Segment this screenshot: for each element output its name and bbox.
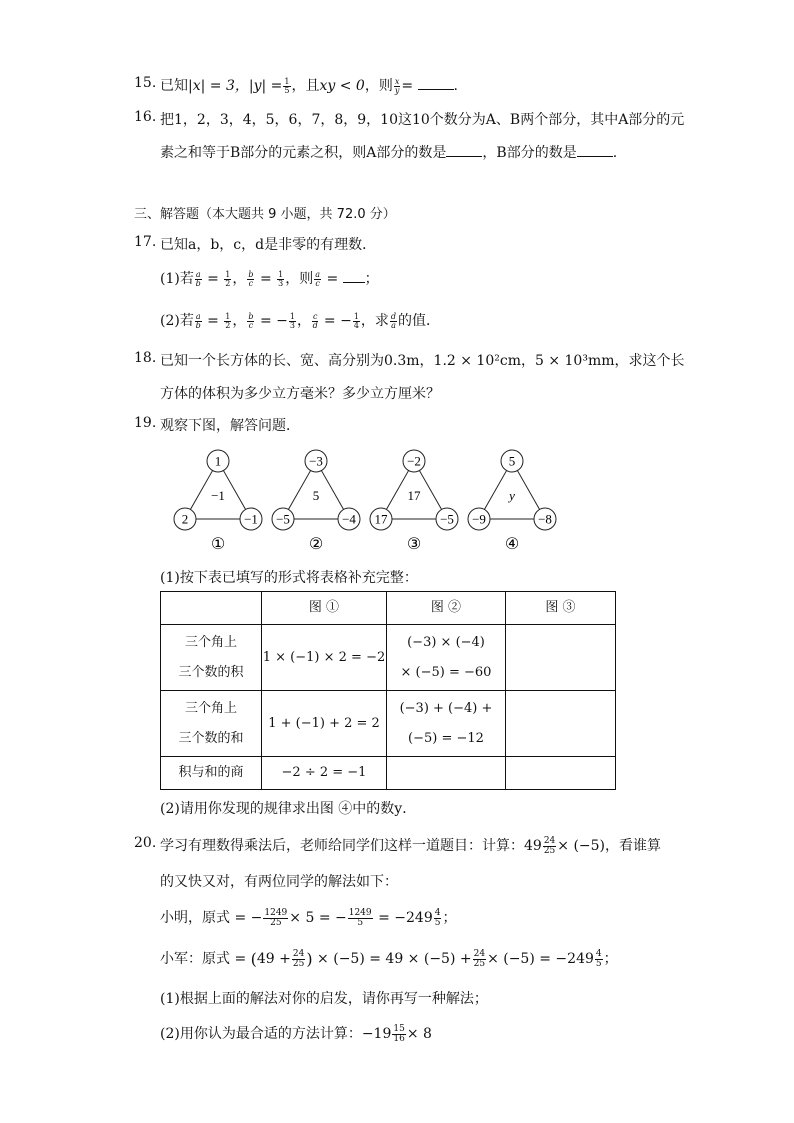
triangle-edge [288, 471, 310, 510]
q15-t1: 已知 [160, 78, 188, 94]
vertex-value-left: −5 [276, 511, 290, 527]
q20-frac-1249-25: $\frac{1249}{25}$ [264, 907, 288, 928]
q17-frac-half: $\frac{1}{2}$ [225, 269, 231, 288]
q20-frac-24-25b: $\frac{24}{25}$ [292, 948, 305, 969]
triangle-edge [484, 471, 506, 510]
q15-number: 15. [134, 75, 157, 91]
triangle-edge [517, 471, 539, 510]
vertex-value-right: −1 [244, 511, 258, 527]
table-header-fig3: 图 ③ [506, 592, 616, 625]
table-cell: 1 + (−1) + 2 = 2 [262, 691, 387, 757]
figure-label: ③ [406, 534, 422, 553]
q19-triangle-figures [160, 443, 560, 558]
triangle-figure-4 [468, 450, 556, 553]
q20-frac-1249-5: $\frac{1249}{5}$ [348, 907, 372, 928]
triangle-edge [386, 471, 408, 510]
q18-line2: 方体的体积为多少立方毫米？多少立方厘米？ [160, 386, 440, 402]
q19-part2: (2)请用你发现的规律求出图 ④中的数y． [160, 801, 417, 817]
q17-p2a: (2)若 [160, 313, 194, 329]
center-value: 5 [312, 488, 320, 503]
q16-line2b: ，B部分的数是 [482, 145, 577, 161]
q15-t5: . [453, 78, 458, 94]
q17-frac-third: $\frac{1}{3}$ [278, 269, 284, 288]
vertex-value-top: 5 [508, 453, 516, 469]
q18-number: 18. [134, 350, 157, 366]
q16-line2c: . [612, 145, 618, 161]
q20-xiaoming: 小明，原式 = − $\frac{1249}{25}$ × 5 = − $\frac{1249}{5}$ = −249 $\frac{4}{5}$ ； [160, 907, 457, 928]
center-value: −1 [211, 488, 225, 503]
table-cell-empty [387, 757, 506, 790]
q15-frac-y: $\frac{1}{5}$ [284, 76, 290, 95]
q17-p1b: ，则 [285, 271, 314, 287]
vertex-value-top: −3 [309, 453, 323, 469]
table-cell: (−3) + (−4) + (−5) = −12 [387, 691, 506, 757]
q20-line1b: × (−5)，看谁算 [557, 838, 662, 854]
q17-frac-bc2: $\frac{b}{c}$ [248, 311, 254, 330]
q15-t3: ，则 [364, 78, 393, 94]
q16-blank-b [577, 144, 613, 157]
q17-frac-ac: $\frac{a}{c}$ [315, 269, 320, 288]
q17-number: 17. [134, 234, 157, 250]
q17-frac-da: $\frac{d}{a}$ [390, 311, 397, 330]
q17-frac-bc: $\frac{b}{c}$ [248, 269, 254, 288]
table-row-label: 积与和的商 [161, 757, 262, 790]
q17-frac-negthird: $\frac{1}{3}$ [289, 311, 295, 330]
q15-text [160, 75, 458, 95]
q17-p1a: (1)若 [160, 271, 194, 287]
q19-number: 19. [134, 415, 157, 431]
q20-frac-4-5b: $\frac{4}{5}$ [595, 948, 602, 969]
table-header-fig2: 图 ② [387, 592, 506, 625]
q16-line2 [160, 142, 617, 162]
q17-frac-negquarter: $\frac{1}{4}$ [353, 311, 359, 330]
figure-label: ② [308, 534, 324, 553]
q15-answer-blank [418, 77, 454, 90]
q17-frac-ab: $\frac{a}{b}$ [195, 269, 201, 288]
q15-t2: ，且 [291, 78, 320, 94]
q17-frac-ab2: $\frac{a}{b}$ [195, 311, 201, 330]
table-header-fig1: 图 ① [262, 592, 387, 625]
q17-part2: (2)若 $\frac{a}{b}$ = $\frac{1}{2}$ ， $\frac{b}{c}$ = − $\frac{1}{3}$ ， $\frac{c}{d}$ = − $\frac{1}{4}$ ，求 $\frac{d}{a}$ 的值． [160, 311, 441, 330]
q15-abs-y: |y| = [248, 78, 283, 94]
q17-stem: 已知a，b，c，d是非零的有理数． [160, 237, 377, 253]
vertex-value-right: −4 [342, 511, 356, 527]
table-cell-empty [506, 691, 616, 757]
q16-blank-a [446, 144, 482, 157]
vertex-value-left: 2 [181, 511, 189, 527]
q17-frac-cd: $\frac{c}{d}$ [312, 311, 318, 330]
q20-line2: 的又快又对，有两位同学的解法如下： [160, 874, 398, 890]
vertex-value-top: 1 [214, 453, 222, 469]
table-cell-empty [506, 625, 616, 691]
q19-stem: 观察下图，解答问题． [160, 418, 300, 434]
triangle-edge [419, 471, 441, 510]
center-value: y [509, 488, 515, 503]
triangle-edge [223, 471, 245, 510]
table-cell: −2 ÷ 2 = −1 [262, 757, 387, 790]
q16-line2a: 素之和等于B部分的元素之积，则A部分的数是 [160, 145, 447, 161]
q20-number: 20. [134, 835, 157, 851]
q15-abs-x: |x| = 3， [188, 78, 249, 94]
triangle-figure-2 [272, 450, 360, 553]
q20-frac-4-5: $\frac{4}{5}$ [434, 907, 441, 928]
q20-line1a: 学习有理数得乘法后，老师给同学们这样一道题目：计算：49 [160, 838, 542, 854]
table-row-label: 三个角上 三个数的和 [161, 691, 262, 757]
section-heading: 三、解答题（本大题共 9 小题，共 72.0 分） [134, 207, 396, 222]
center-value: 17 [407, 488, 421, 503]
triangle-figure-1 [174, 450, 262, 553]
q16-line1: 把1，2，3，4，5，6，7，8，9，10这10个数分为A、B两个部分，其中A部分的元 [160, 112, 685, 128]
figure-label: ① [210, 534, 226, 553]
vertex-value-left: −9 [472, 511, 486, 527]
table-header-empty [161, 592, 262, 625]
vertex-value-right: −8 [538, 511, 552, 527]
q15-frac-xy: $\frac{x}{y}$ [394, 76, 400, 95]
vertex-value-top: −2 [407, 453, 421, 469]
triangle-figure-3 [370, 450, 458, 553]
q19-part1: (1)按下表已填写的形式将表格补充完整： [160, 570, 418, 586]
table-cell: (−3) × (−4) × (−5) = −60 [387, 625, 506, 691]
q17-part1: (1)若 $\frac{a}{b}$ = $\frac{1}{2}$ ， $\frac{b}{c}$ = $\frac{1}{3}$ ，则 $\frac{a}{c}$ = ； [160, 269, 379, 288]
q20-frac-24-25: $\frac{24}{25}$ [543, 835, 556, 856]
q15-t4: = [401, 78, 414, 94]
q16-number: 16. [134, 109, 157, 125]
q20-part2: (2)用你认为最合适的方法计算：−19 $\frac{15}{16}$ × 8 [160, 1023, 432, 1044]
q15-xy: xy < 0 [319, 78, 365, 94]
triangle-edge [190, 471, 212, 510]
figure-label: ④ [504, 534, 520, 553]
vertex-value-left: 17 [374, 511, 388, 527]
q19-table [160, 591, 616, 790]
q17-frac-half2: $\frac{1}{2}$ [225, 311, 231, 330]
vertex-value-right: −5 [440, 511, 454, 527]
q20-part1: (1)根据上面的解法对你的启发，请你再写一种解法； [160, 991, 488, 1007]
table-cell-empty [506, 757, 616, 790]
q18-line1: 已知一个长方体的长、宽、高分别为0.3m，1.2 × 10²cm，5 × 10³mm，求这个长 [160, 353, 685, 369]
table-row-label: 三个角上 三个数的积 [161, 625, 262, 691]
triangle-edge [321, 471, 343, 510]
q17-blank [343, 270, 365, 283]
q20-frac-15-16: $\frac{15}{16}$ [393, 1023, 405, 1044]
q20-frac-24-25c: $\frac{24}{25}$ [473, 948, 486, 969]
table-cell: 1 × (−1) × 2 = −2 [262, 625, 387, 691]
q20-xiaojun: 小军：原式 = (49 + $\frac{24}{25}$ ) × (−5) = 49 × (−5) + $\frac{24}{25}$ × (−5) = −249 $\frac{4}{5}$ ； [160, 948, 618, 969]
q20-line1 [160, 835, 661, 856]
